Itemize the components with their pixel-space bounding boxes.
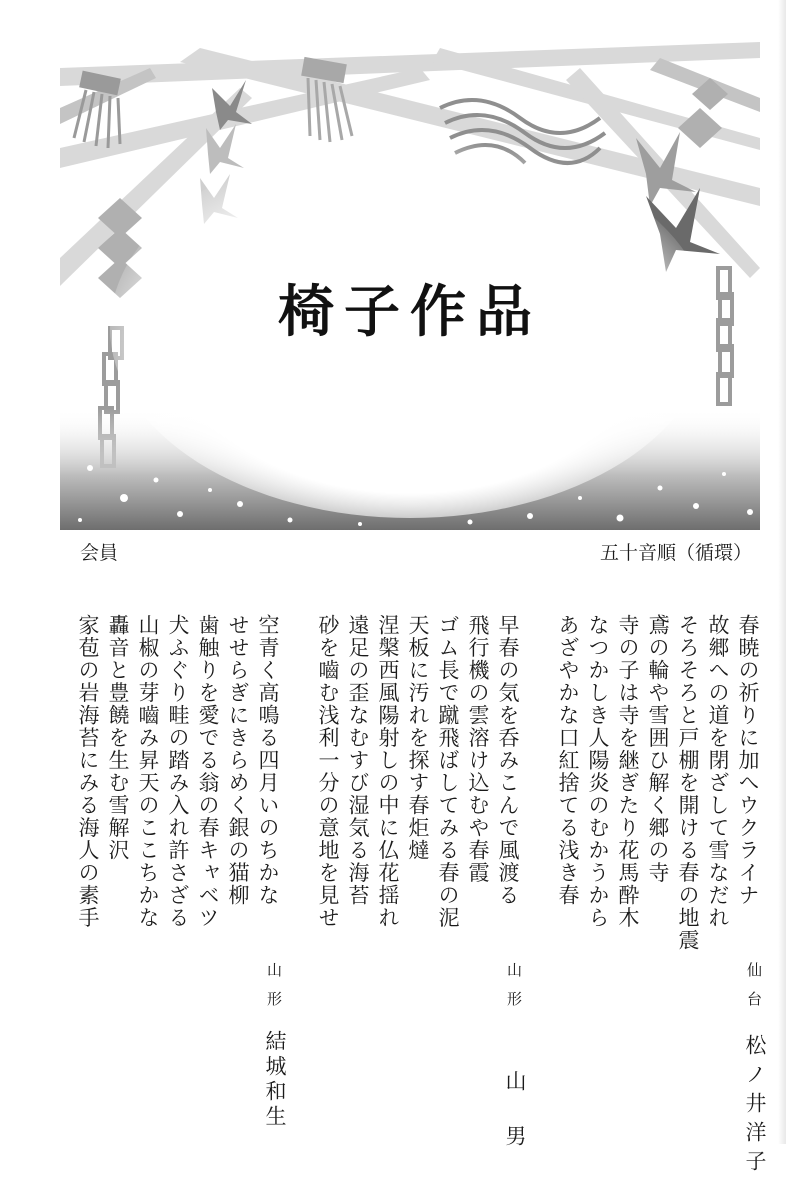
haiku-line: なつかしき人陽炎のむかうから xyxy=(586,614,610,929)
author-prefecture: 仙台 xyxy=(745,962,763,1020)
haiku-line: 飛行機の雲溶け込むや春霞 xyxy=(466,614,490,884)
haiku-line: 歯触りを愛でる翁の春キャベツ xyxy=(196,614,220,929)
author-prefecture: 山形 xyxy=(265,962,283,1020)
haiku-line: あざやかな口紅捨てる浅き春 xyxy=(556,614,580,907)
haiku-line: 春暁の祈りに加へウクライナ xyxy=(736,614,760,907)
haiku-line: 鳶の輪や雪囲ひ解く郷の寺 xyxy=(646,614,670,884)
haiku-line: 砂を嚙む浅利一分の意地を見せ xyxy=(316,614,340,929)
page-title: 椅子作品 xyxy=(278,279,542,345)
haiku-line: 空青く高鳴る四月いのちかな xyxy=(256,614,280,907)
sort-order-label: 五十音順（循環） xyxy=(599,542,752,564)
haiku-line: 犬ふぐり畦の踏み入れ許さざる xyxy=(166,614,190,929)
haiku-line: ゴム長で蹴飛ばしてみる春の泥 xyxy=(436,614,460,929)
haiku-line: 故郷への道を閉ざして雪なだれ xyxy=(706,614,730,929)
haiku-line: せせらぎにきらめく銀の猫柳 xyxy=(226,614,250,907)
haiku-line: 轟音と豊饒を生む雪解沢 xyxy=(106,614,130,862)
author-prefecture: 山形 xyxy=(505,962,523,1020)
author-name: 松ノ井洋子 xyxy=(743,1034,767,1179)
tanabata-banner xyxy=(60,28,760,530)
haiku-line: 山椒の芽嚙み昇天のここちかな xyxy=(136,614,160,929)
member-label: 会員 xyxy=(80,542,119,564)
haiku-line: 遠足の歪なむすび湿気る海苔 xyxy=(346,614,370,907)
author-name: 結城和生 xyxy=(263,1030,287,1130)
author-name: 山男 xyxy=(503,1070,527,1180)
haiku-line: 早春の気を呑みこんで風渡る xyxy=(496,614,520,907)
haiku-line: 涅槃西風陽射しの中に仏花揺れ xyxy=(376,614,400,929)
page-edge-shadow xyxy=(778,0,786,1144)
haiku-line: そろそろと戸棚を開ける春の地震 xyxy=(676,614,700,952)
haiku-line: 寺の子は寺を継ぎたり花馬酔木 xyxy=(616,614,640,929)
haiku-line: 天板に汚れを探す春炬燵 xyxy=(406,614,430,862)
haiku-line: 家苞の岩海苔にみる海人の素手 xyxy=(76,614,100,929)
